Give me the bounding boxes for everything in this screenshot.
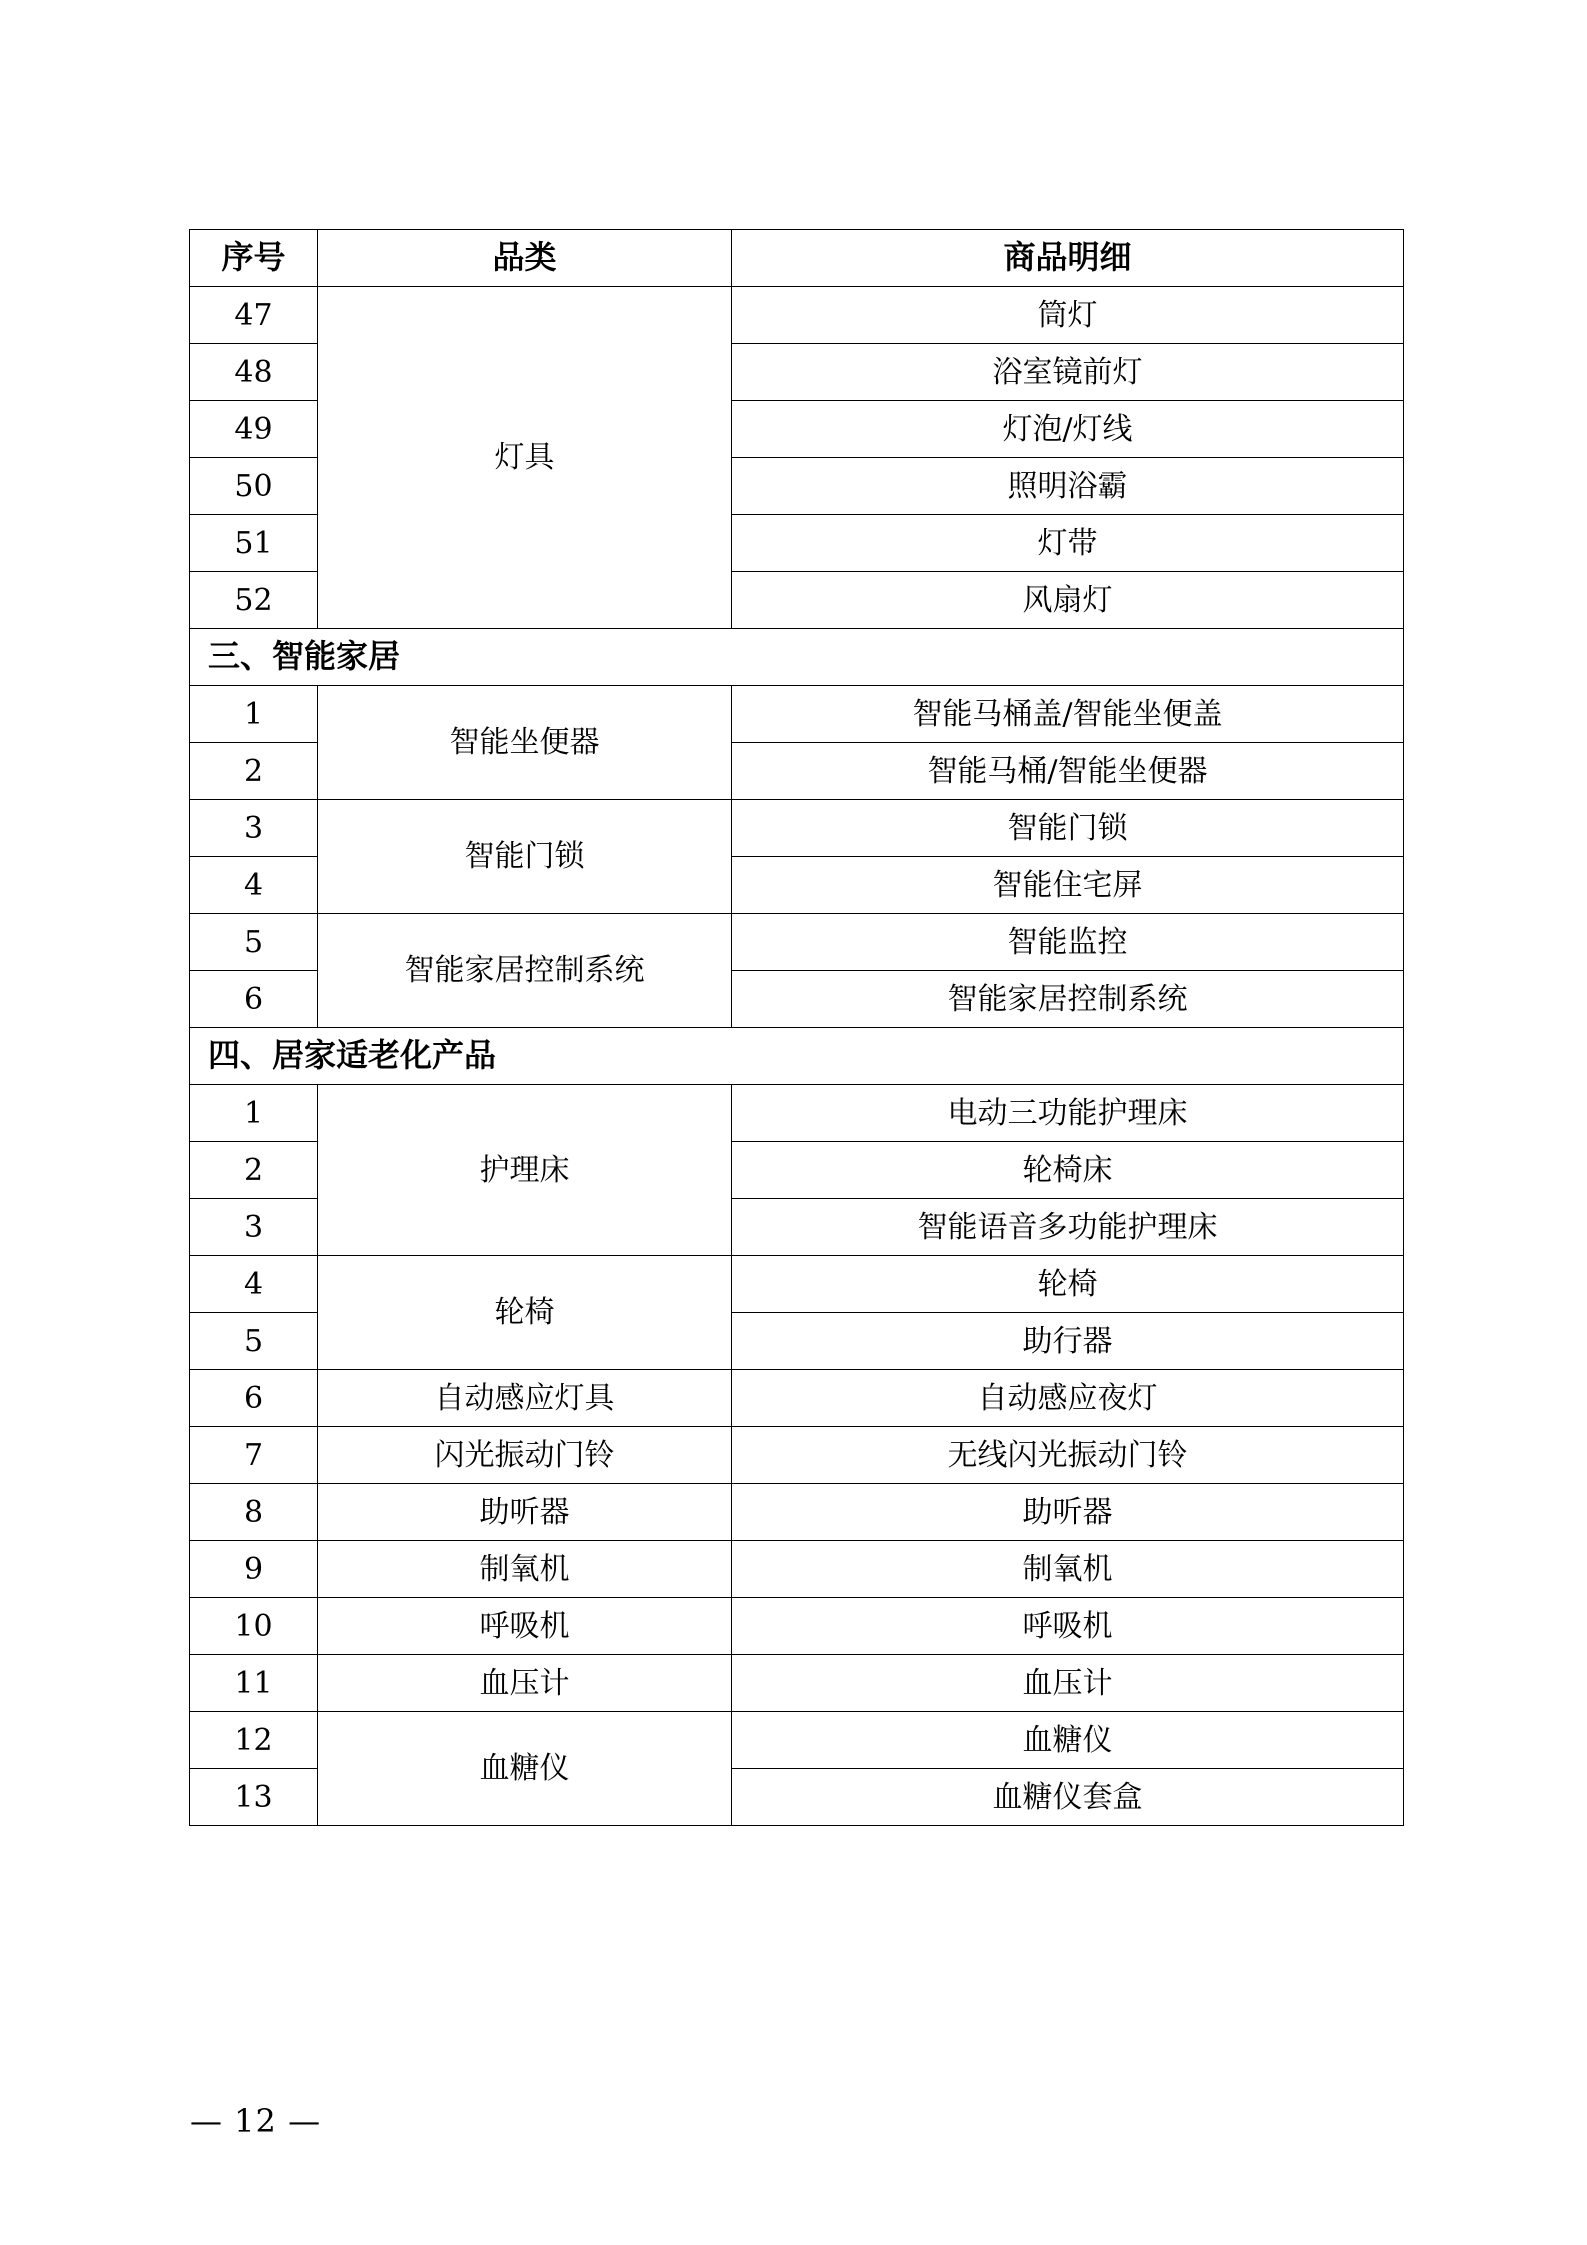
row-category: 智能坐便器 xyxy=(318,686,732,800)
row-no: 8 xyxy=(190,1484,318,1541)
row-item: 智能监控 xyxy=(732,914,1404,971)
row-no: 1 xyxy=(190,686,318,743)
row-category: 轮椅 xyxy=(318,1256,732,1370)
row-no: 13 xyxy=(190,1769,318,1826)
row-no: 10 xyxy=(190,1598,318,1655)
row-item: 血压计 xyxy=(732,1655,1404,1712)
row-item: 血糖仪 xyxy=(732,1712,1404,1769)
table-row xyxy=(190,1085,1404,1142)
row-item: 风扇灯 xyxy=(732,572,1404,629)
header-no: 序号 xyxy=(190,230,318,287)
row-item: 智能住宅屏 xyxy=(732,857,1404,914)
row-category: 护理床 xyxy=(318,1085,732,1256)
row-item: 灯带 xyxy=(732,515,1404,572)
table-row xyxy=(190,1598,1404,1655)
section-title-elderly-products: 四、居家适老化产品 xyxy=(190,1028,1404,1085)
row-item: 呼吸机 xyxy=(732,1598,1404,1655)
row-no: 11 xyxy=(190,1655,318,1712)
section-row xyxy=(190,1028,1404,1085)
row-category: 自动感应灯具 xyxy=(318,1370,732,1427)
row-no: 3 xyxy=(190,800,318,857)
row-no: 2 xyxy=(190,743,318,800)
row-no: 4 xyxy=(190,1256,318,1313)
row-no: 52 xyxy=(190,572,318,629)
section-title-smart-home: 三、智能家居 xyxy=(190,629,1404,686)
header-category: 品类 xyxy=(318,230,732,287)
row-item: 助听器 xyxy=(732,1484,1404,1541)
row-item: 筒灯 xyxy=(732,287,1404,344)
row-category: 呼吸机 xyxy=(318,1598,732,1655)
row-no: 6 xyxy=(190,971,318,1028)
product-table xyxy=(189,229,1404,1826)
table-row xyxy=(190,914,1404,971)
section-row xyxy=(190,629,1404,686)
row-no: 49 xyxy=(190,401,318,458)
table-header-row xyxy=(190,230,1404,287)
table-row xyxy=(190,1484,1404,1541)
row-item: 照明浴霸 xyxy=(732,458,1404,515)
table-row xyxy=(190,1370,1404,1427)
row-item: 灯泡/灯线 xyxy=(732,401,1404,458)
page-number: — 12 — xyxy=(190,2102,322,2140)
row-category: 智能门锁 xyxy=(318,800,732,914)
row-category: 智能家居控制系统 xyxy=(318,914,732,1028)
row-no: 2 xyxy=(190,1142,318,1199)
row-no: 4 xyxy=(190,857,318,914)
table-row xyxy=(190,800,1404,857)
row-no: 51 xyxy=(190,515,318,572)
row-category: 血糖仪 xyxy=(318,1712,732,1826)
row-item: 智能马桶/智能坐便器 xyxy=(732,743,1404,800)
row-no: 3 xyxy=(190,1199,318,1256)
row-category: 血压计 xyxy=(318,1655,732,1712)
header-detail: 商品明细 xyxy=(732,230,1404,287)
table-row xyxy=(190,287,1404,344)
table-row xyxy=(190,1655,1404,1712)
row-no: 12 xyxy=(190,1712,318,1769)
row-item: 轮椅 xyxy=(732,1256,1404,1313)
table-row xyxy=(190,1256,1404,1313)
row-item: 轮椅床 xyxy=(732,1142,1404,1199)
row-item: 血糖仪套盒 xyxy=(732,1769,1404,1826)
row-no: 48 xyxy=(190,344,318,401)
table-row xyxy=(190,686,1404,743)
row-item: 制氧机 xyxy=(732,1541,1404,1598)
row-item: 智能马桶盖/智能坐便盖 xyxy=(732,686,1404,743)
row-category: 制氧机 xyxy=(318,1541,732,1598)
row-no: 5 xyxy=(190,1313,318,1370)
row-no: 6 xyxy=(190,1370,318,1427)
row-category: 助听器 xyxy=(318,1484,732,1541)
row-item: 自动感应夜灯 xyxy=(732,1370,1404,1427)
row-no: 1 xyxy=(190,1085,318,1142)
row-category: 闪光振动门铃 xyxy=(318,1427,732,1484)
table-row xyxy=(190,1427,1404,1484)
row-item: 智能家居控制系统 xyxy=(732,971,1404,1028)
table-row xyxy=(190,1541,1404,1598)
row-item: 无线闪光振动门铃 xyxy=(732,1427,1404,1484)
row-item: 浴室镜前灯 xyxy=(732,344,1404,401)
table-row xyxy=(190,1712,1404,1769)
row-item: 智能门锁 xyxy=(732,800,1404,857)
row-item: 智能语音多功能护理床 xyxy=(732,1199,1404,1256)
row-no: 9 xyxy=(190,1541,318,1598)
row-item: 助行器 xyxy=(732,1313,1404,1370)
row-no: 47 xyxy=(190,287,318,344)
row-item: 电动三功能护理床 xyxy=(732,1085,1404,1142)
row-category: 灯具 xyxy=(318,287,732,629)
row-no: 5 xyxy=(190,914,318,971)
row-no: 7 xyxy=(190,1427,318,1484)
row-no: 50 xyxy=(190,458,318,515)
